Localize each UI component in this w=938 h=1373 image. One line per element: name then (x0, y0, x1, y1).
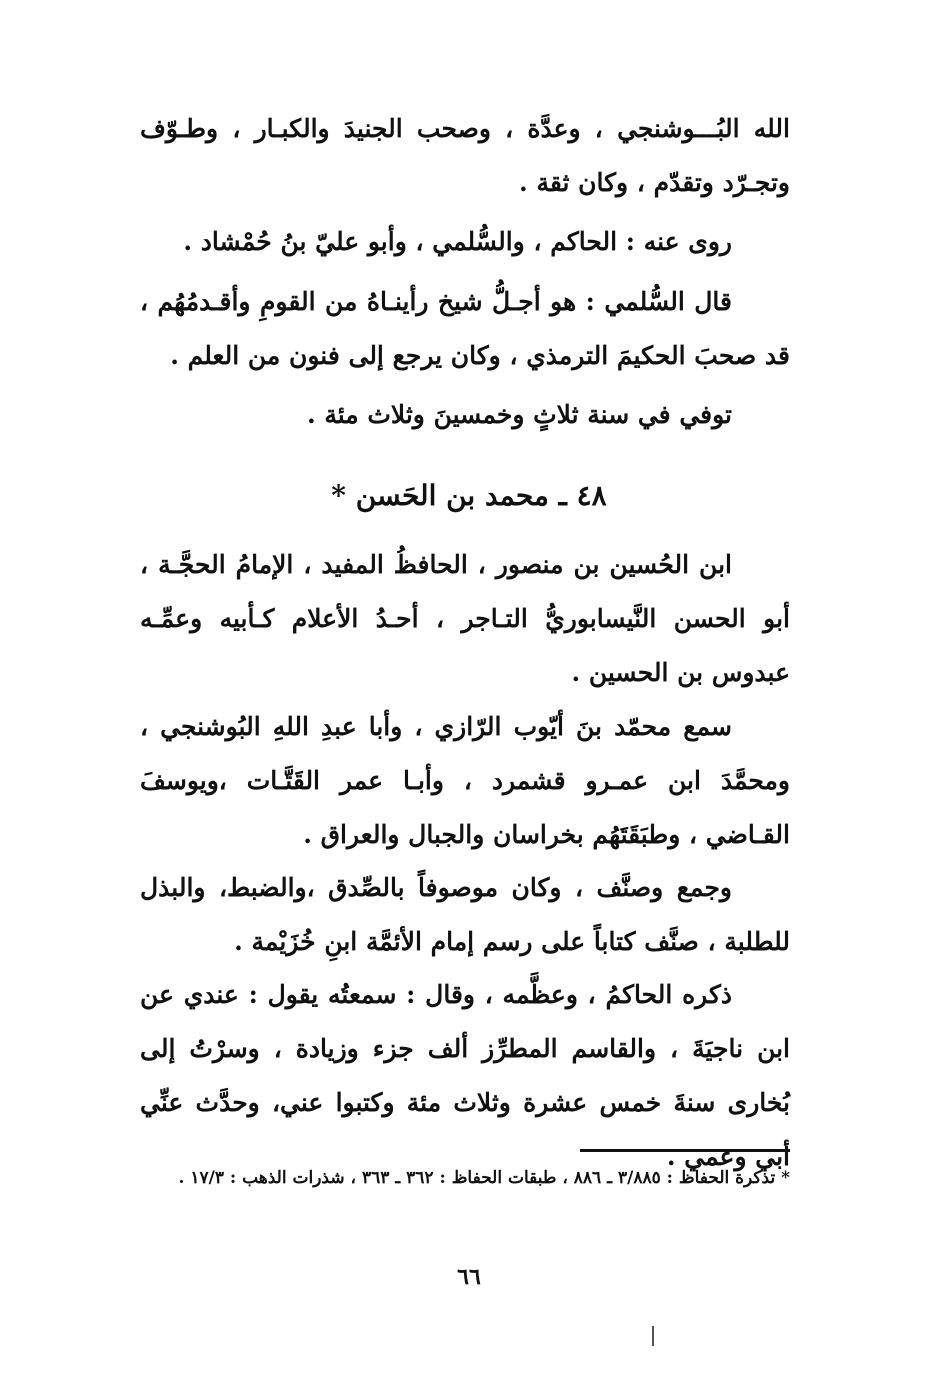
paragraph-narrators: روى عنه : الحاكم ، والسُّلمي ، وأبو عليّ بنُ حُمْشاد . (183, 227, 732, 256)
paragraph-death-year: توفي في سنة ثلاثٍ وخمسينَ وثلاث مئة . (306, 400, 732, 429)
paragraph-sulami-quote: قال السُّلمي : هو أجـلُّ شيخ رأينـاهُ من القومِ وأقـدمُهُم ، قد صحبَ الحكيمَ الترمذي ، وكان يرجع إلى فنون من العلم . (140, 287, 790, 370)
paragraph-continuation: الله البُـــوشنجي ، وعدَّة ، وصحب الجنيدَ والكبـار ، وطـوّف وتجـرّد وتقدّم ، وكان ثقة . (140, 114, 790, 197)
footnote-divider (580, 1149, 790, 1152)
page-number: ٦٦ (457, 1264, 481, 1290)
scan-mark (652, 1326, 654, 1346)
footnote: * تذكرة الحفاظ : ٣/٨٨٥ ـ ٨٨٦ ، طبقات الحفاظ : ٣٦٢ ـ ٣٦٣ ، شذرات الذهب : ١٧/٣ . (178, 1168, 790, 1188)
paragraph-teachers: سمع محمّد بنَ أيّوب الرّازي ، وأبا عبدِ اللهِ البُوشنجي ، ومحمَّدَ ابن عمـرو قشمرد ، وأبـا عمر القَتَّـات ،ويوسفَ القـاضي ، وطبَقَتَهُم بخراسان والجبال والعراق . (140, 712, 790, 849)
entry-heading: ٤٨ ـ محمد بن الحَسن * (331, 479, 607, 512)
paragraph-works: وجمع وصنَّف ، وكان موصوفاً بالصِّدق ،والضبط، والبذل للطلبة ، صنَّف كتاباً على رسم إمام الأئمَّة ابنِ خُزَيْمة . (140, 873, 790, 956)
paragraph-hakim-quote: ذكره الحاكمُ ، وعظَّمه ، وقال : سمعتُه يقول : عندي عن ابن ناجيَةَ ، والقاسم المطرِّز ألف جزء وزيادة ، وسرْتُ إلى بُخارى سنةَ خمس عشرة وثلاث مئة وكتبوا عني، وحدَّث عنِّي أبي وعمي . (140, 980, 790, 1171)
paragraph-lineage: ابن الحُسين بن منصور ، الحافظُ المفيد ، الإمامُ الحجَّـة ، أبو الحسن النَّيسابوريُّ التـاجر ، أحـدُ الأعلام كـأبيه وعمِّـه عبدوس بن الحسين . (140, 550, 790, 687)
